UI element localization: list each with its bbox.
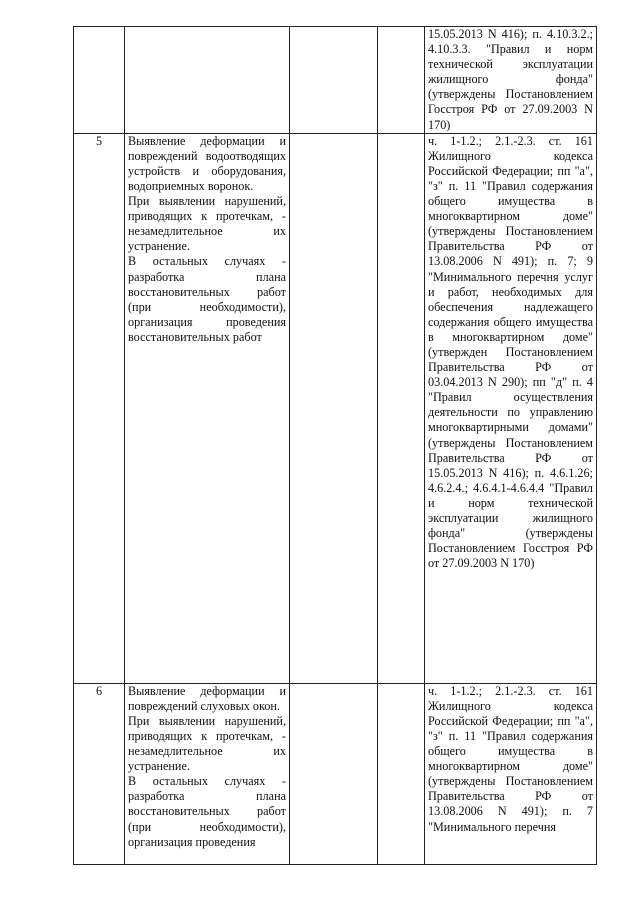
description-paragraph: В остальных случаях - разработка плана восстановительных работ (при необходимости), организация проведения восстановительных работ xyxy=(128,254,286,344)
empty-cell xyxy=(378,133,425,683)
description-paragraph: При выявлении нарушений, приводящих к протечкам, - незамедлительное их устранение. xyxy=(128,713,286,774)
work-description-cell xyxy=(125,133,290,683)
periodicity-cell xyxy=(290,683,378,864)
row-number-cell: 6 xyxy=(74,683,125,864)
periodicity-cell xyxy=(290,27,378,134)
legal-basis-cell: 15.05.2013 N 416); п. 4.10.3.2.; 4.10.3.3. "Правил и норм технической эксплуатации жилищного фонда" (утверждены Постановлением Госстроя РФ от 27.09.2003 N 170) xyxy=(425,27,597,134)
table-row xyxy=(74,133,597,683)
table-row xyxy=(74,27,597,134)
row-number-cell: 5 xyxy=(74,133,125,683)
work-description-cell xyxy=(125,27,290,134)
table-row xyxy=(74,683,597,864)
description-paragraph: При выявлении нарушений, приводящих к протечкам, - незамедлительное их устранение. xyxy=(128,194,286,254)
description-paragraph: Выявление деформации и повреждений слуховых окон. xyxy=(128,683,286,713)
legal-basis-cell: ч. 1-1.2.; 2.1.-2.3. ст. 161 Жилищного кодекса Российской Федерации; пп "а", "з" п. 11 "Правил содержания общего имущества в многоквартирном доме" (утверждены Постановлением Правительства РФ от 13.08.2006 N 491); п. 7 "Минимального перечня xyxy=(425,683,597,864)
empty-cell xyxy=(378,683,425,864)
description-paragraph: В остальных случаях - разработка плана восстановительных работ (при необходимости), организация проведения xyxy=(128,774,286,849)
periodicity-cell xyxy=(290,133,378,683)
works-table xyxy=(73,26,597,865)
row-number-cell xyxy=(74,27,125,134)
description-paragraph: Выявление деформации и повреждений водоотводящих устройств и оборудования, водоприемных воронок. xyxy=(128,133,286,193)
empty-cell xyxy=(378,27,425,134)
work-description-cell xyxy=(125,683,290,864)
legal-basis-cell: ч. 1-1.2.; 2.1.-2.3. ст. 161 Жилищного кодекса Российской Федерации; пп "а", "з" п. 11 "Правил содержания общего имущества в многоквартирном доме" (утверждены Постановлением Правительства РФ от 13.08.2006 N 491); п. 7; 9 "Минимального перечня услуг и работ, необходимых для обеспечения надлежащего содержания общего имущества в многоквартирном доме" (утвержден Постановлением Правительства РФ от 03.04.2013 N 290); пп "д" п. 4 "Правил осуществления деятельности по управлению многоквартирными домами" (утверждены Постановлением Правительства РФ от 15.05.2013 N 416); п. 4.6.1.26; 4.6.2.4.; 4.6.4.1-4.6.4.4 "Правил и норм технической эксплуатации жилищного фонда" (утверждены Постановлением Госстроя РФ от 27.09.2003 N 170) xyxy=(425,133,597,683)
